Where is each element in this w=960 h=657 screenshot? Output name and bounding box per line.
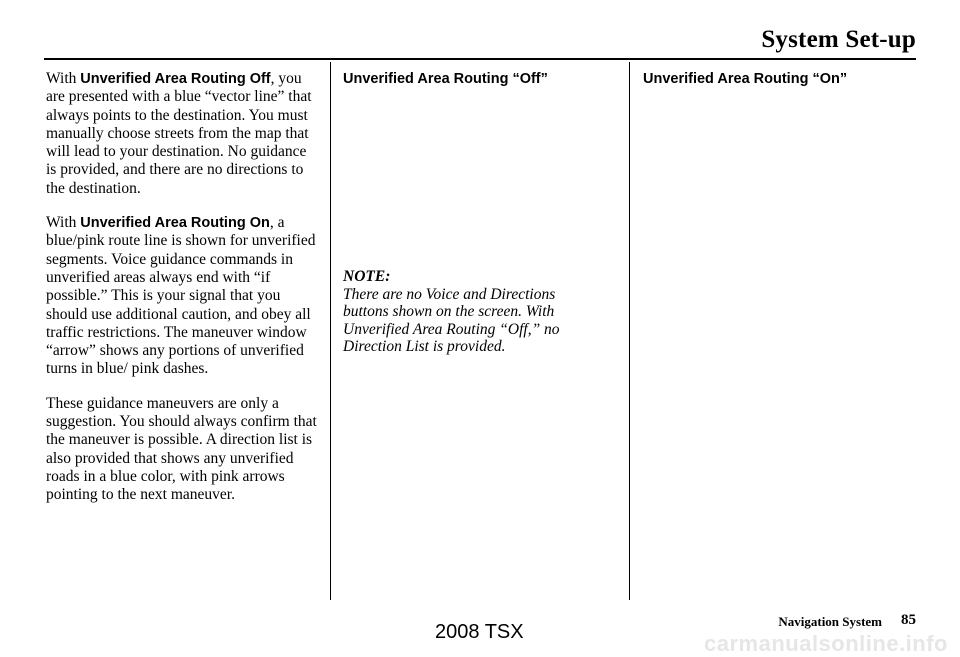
setting-name-off: Unverified Area Routing Off xyxy=(80,71,271,87)
paragraph-body: , a blue/pink route line is shown for unverified segments. Voice guidance commands in unverified areas always end with “if possible.” This is your signal that you should use additional caution, and obey all traffic restrictions. The maneuver window “arrow” shows any portions of unverified turns in blue/ pink dashes. xyxy=(46,214,316,378)
note-text: There are no Voice and Directions buttons shown on the screen. With Unverified Area Routing “Off,” no Direction List is provided. xyxy=(343,285,560,355)
right-column xyxy=(643,70,915,88)
paragraph-guidance: These guidance maneuvers are only a suggestion. You should always confirm that the maneuver is possible. A direction list is also provided that shows any unverified roads in a blue color, with pink arrows pointing to the next maneuver. xyxy=(46,394,317,504)
paragraph-routing-on xyxy=(46,214,318,379)
model-watermark: 2008 TSX xyxy=(435,621,524,643)
heading-routing-on: Unverified Area Routing “On” xyxy=(643,71,848,87)
vertical-rule-1 xyxy=(330,62,331,600)
paragraph-prefix: With xyxy=(46,214,81,232)
note-label: NOTE: xyxy=(343,268,391,285)
page-title: System Set-up xyxy=(761,26,916,53)
site-watermark: carmanualsonline.info xyxy=(704,631,948,656)
vertical-rule-2 xyxy=(629,62,630,600)
paragraph-routing-off xyxy=(46,70,318,198)
note-block xyxy=(343,268,603,356)
heading-routing-off: Unverified Area Routing “Off” xyxy=(343,71,548,87)
header-rule xyxy=(44,58,916,60)
footer-label: Navigation System xyxy=(778,614,882,629)
left-column xyxy=(46,70,318,521)
page-number: 85 xyxy=(901,612,916,628)
middle-column xyxy=(343,70,615,88)
setting-name-on: Unverified Area Routing On xyxy=(80,215,270,232)
paragraph-body: , you are presented with a blue “vector line” that always points to the destination. You must manually choose streets from the map that will lead to your destination. No guidance is provided, and there are no directions to the destination. xyxy=(46,70,312,197)
paragraph-prefix: With xyxy=(46,70,81,87)
